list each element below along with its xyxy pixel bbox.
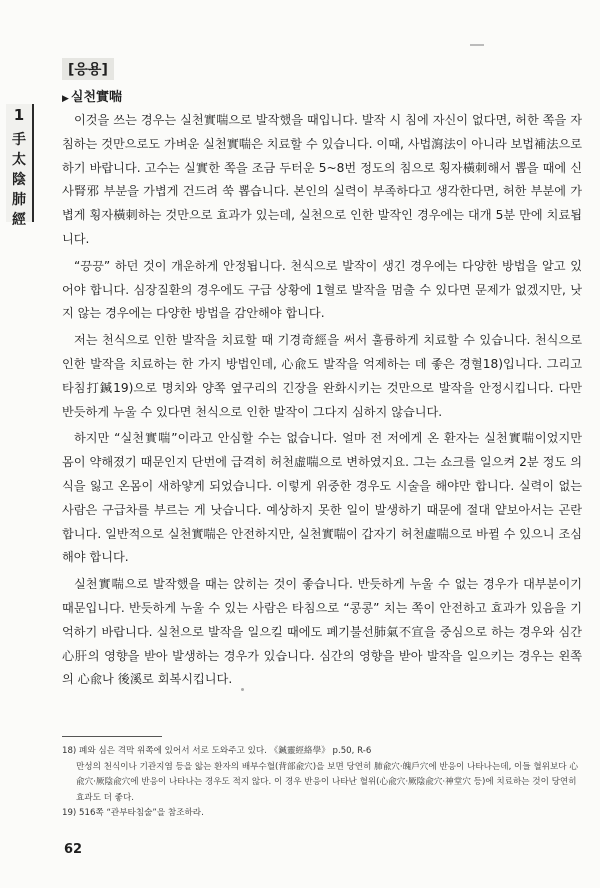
triangle-bullet-icon: ▶ [62,94,69,104]
subheading [62,86,582,105]
paragraph: 실천實喘으로 발작했을 때는 앉히는 것이 좋습니다. 반듯하게 누울 수 없는 경우가 대부분이기 때문입니다. 반듯하게 누울 수 있는 사람은 타침으로 “콩콩” 치는 쪽이 안전하고 효과가 있음을 기억하기 바랍니다. 실천으로 발작을 일으킬 때에도 폐기불선肺氣不宣을 중심으로 하는 경우와 심간心肝의 영향을 받아 발생하는 경우가 있습니다. 심간의 영향을 받아 발작을 일으키는 경우는 왼쪽의 心兪나 後溪로 회복시킵니다. [62,577,582,687]
chapter-tab [6,104,34,228]
footnote-divider [62,736,162,737]
footnote: 18) 폐와 심은 격막 위쪽에 있어서 서로 도와주고 있다. 《鍼靈經絡學》 p.50, R-6 [62,746,372,756]
footnote: 19) 516쪽 “관부타침술”을 참조하라. [62,808,204,818]
scan-dot [241,688,244,691]
scan-mark [470,44,484,46]
page-number: 62 [64,842,83,857]
footnotes [62,744,582,822]
paragraph: “끙끙” 하던 것이 개운하게 안정됩니다. 천식으로 발작이 생긴 경우에는 다양한 방법을 알고 있어야 합니다. 심장질환의 경우에도 구급 상황에 1혈로 발작을 멈출 수 있다면 문제가 없겠지만, 낫지 않는 경우에는 다양한 방법을 감안해야 합니다. [62,258,582,321]
paragraph: 저는 천식으로 인한 발작을 치료할 때 기경奇經을 써서 훌륭하게 치료할 수 있습니다. 천식으로 인한 발작을 치료하는 한 가지 방법인데, 心兪도 발작을 억제하는 데 좋은 경혈18)입니다. 그리고 타침打鍼19)으로 명치와 양쪽 옆구리의 긴장을 완화시키는 것만으로 발작을 안정시킵니다. 다만 반듯하게 누울 수 있다면 천식으로 인한 발작이 그다지 심하지 않습니다. [62,333,582,419]
section-heading: [응용] [62,58,114,80]
chapter-number: 1 [13,106,25,124]
chapter-title: 手太陰肺經 [12,132,26,228]
footnote-continuation: 만성의 천식이나 기관지염 등을 앓는 환자의 배부수혈(背部兪穴)을 보면 당연히 肺兪穴·魄戶穴에 반응이 나타나는데, 이들 혈위보다 心兪穴·厥陰兪穴에 반응이 나타나는 경우도 적지 않다. 이 경우 반응이 나타난 혈위(心兪穴·厥陰兪穴·神堂穴 등)에 치료하는 것이 당연히 효과도 더 좋다. [76,761,578,803]
paragraph: 하지만 “실천實喘”이라고 안심할 수는 없습니다. 얼마 전 저에게 온 환자는 실천實喘이었지만 몸이 약해졌기 때문인지 단번에 급격히 허천虛喘으로 변하였지요. 그는 쇼크를 일으켜 2분 정도 의식을 잃고 온몸이 새하얗게 되었습니다. 이렇게 위중한 경우도 시술을 해야만 합니다. 실력이 없는 사람은 구급차를 부르는 게 낫습니다. 예상하지 못한 일이 발생하기 때문에 절대 얕보아서는 곤란합니다. 일반적으로 실천實喘은 안전하지만, 실천實喘이 갑자기 허천虛喘으로 바뀔 수 있으니 조심해야 합니다. [62,431,582,565]
paragraph: 이것을 쓰는 경우는 실천實喘으로 발작했을 때입니다. 발작 시 침에 자신이 없다면, 허한 쪽을 자침하는 것만으로도 가벼운 실천實喘은 치료할 수 있습니다. 이때, 사법瀉法이 아니라 보법補法으로 하기 바랍니다. 고수는 실實한 쪽을 조금 두터운 5~8번 정도의 침으로 횡자橫刺해서 뽑을 때에 신사腎邪 부분을 가볍게 건드려 쑥 뽑습니다. 본인의 실력이 부족하다고 생각한다면, 허한 부분에 가볍게 횡자橫刺하는 것만으로 효과가 있는데, 실천으로 인한 발작인 경우에는 대개 5분 만에 치료됩니다. [62,113,582,246]
subheading-text: 실천實喘 [70,90,123,105]
main-content [62,58,582,695]
